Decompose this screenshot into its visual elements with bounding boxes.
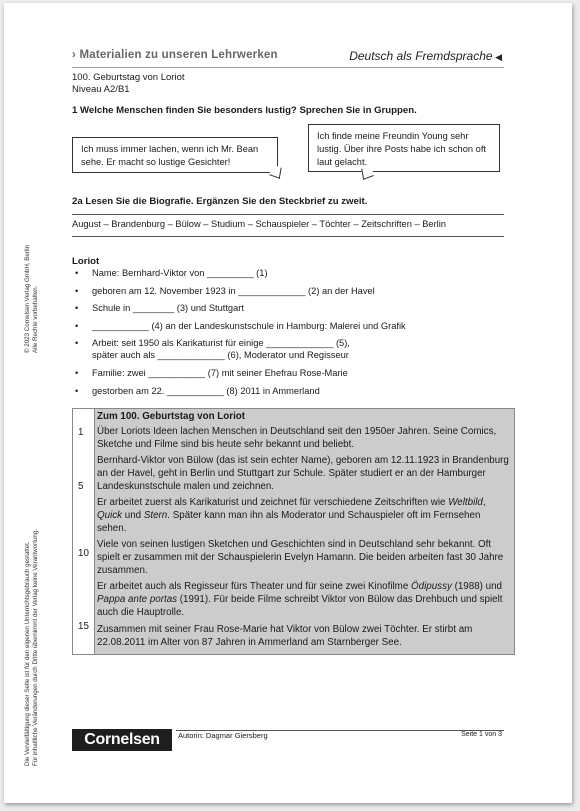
- speech-bubble-right: [308, 124, 500, 172]
- page-number: Seite 1 von 3: [461, 731, 502, 738]
- line-number: 5: [78, 481, 84, 492]
- bullet-icon: •: [75, 268, 79, 278]
- profile-list: [72, 267, 512, 402]
- profile-item: • geboren am 12. November 1923 in _____________ (2) an der Havel: [75, 285, 375, 296]
- line-number: 15: [78, 621, 89, 632]
- wordlist: August – Brandenburg – Bülow – Studium – Schauspieler – Töchter – Zeitschriften – Berlin: [72, 219, 446, 229]
- profile-item: • gestorben am 22. ___________ (8) 2011 in Ammerland: [75, 385, 320, 396]
- profile-item: • Familie: zwei ___________ (7) mit seiner Ehefrau Rose-Marie: [75, 367, 348, 378]
- profile-item: • Arbeit: seit 1950 als Karikaturist für einige _____________ (5), später auch als _____________ (6), Moderator und Regisseur: [75, 338, 350, 361]
- header-divider: [72, 67, 504, 68]
- triangle-left-icon: ◀: [492, 52, 502, 62]
- speech-bubble-right-tail: [361, 165, 373, 180]
- biography-paragraph: Er arbeitet auch als Regisseur fürs Theater und für seine zwei Kinofilme Ödipussy (1988) und Pappa ante portas (1991). Für beide Filme schreibt Viktor von Bülow das Drehbuch und spielt auch die Hauptrolle.: [97, 581, 503, 619]
- biography-paragraph: Viele von seinen lustigen Sketchen und Geschichten sind in Deutschland sehr bekannt. Oft spielt er zusammen mit der Schauspielerin Evelyn Hamann. Die beiden arbeiten fast 30 Jahre zusammen.: [97, 539, 504, 577]
- bullet-icon: •: [75, 303, 79, 314]
- line-number: 1: [78, 427, 84, 438]
- speech-bubble-left-tail: [269, 164, 281, 179]
- profile-item-continuation: später auch als _____________ (6), Moderator und Regisseur: [92, 350, 349, 361]
- side-note-usage: Die Vervielfältigung dieser Seite ist für den eigenen Unterrichtsgebrauch gestattet. Für inhaltliche Veränderungen durch Dritte übernimmt der Verlag keine Verantwortung.: [24, 529, 39, 766]
- wordlist-top-rule: [72, 214, 504, 215]
- side-note-copyright: © 2023 Cornelsen Verlag GmbH, Berlin Alle Rechte vorbehalten.: [24, 244, 39, 353]
- bullet-icon: •: [75, 320, 79, 331]
- task-2a-heading: 2a Lesen Sie die Biografie. Ergänzen Sie den Steckbrief zu zweit.: [72, 196, 368, 207]
- cornelsen-logo: Cornelsen: [72, 729, 172, 751]
- bullet-icon: •: [75, 338, 79, 349]
- biography-title: Zum 100. Geburtstag von Loriot: [97, 411, 246, 422]
- line-number: 10: [78, 548, 89, 559]
- wordlist-bottom-rule: [72, 236, 504, 237]
- speech-bubble-left-text: Ich muss immer lachen, wenn ich Mr. Bean sehe. Er macht so lustige Gesichter!: [81, 144, 259, 167]
- bullet-icon: •: [75, 367, 79, 378]
- series-title: › Materialien zu unseren Lehrwerken: [72, 49, 278, 61]
- subject-title: Deutsch als Fremdsprache ◀: [349, 49, 502, 63]
- speech-bubble-left: [72, 137, 278, 173]
- bullet-icon: •: [75, 285, 79, 296]
- biography-box: [72, 408, 515, 655]
- biography-paragraph: Über Loriots Ideen lachen Menschen in Deutschland seit den 1950er Jahren. Seine Comics, Sketche und Filme sind bis heute sehr bekannt und beliebt.: [97, 426, 497, 451]
- profile-item: • ___________ (4) an der Landeskunstschule in Hamburg: Malerei und Grafik: [75, 320, 406, 331]
- worksheet-topic: 100. Geburtstag von Loriot: [72, 72, 185, 83]
- task-1-heading: 1 Welche Menschen finden Sie besonders lustig? Sprechen Sie in Gruppen.: [72, 105, 417, 116]
- worksheet-page: [4, 3, 572, 803]
- speech-bubble-right-text: Ich finde meine Freundin Young sehr lustig. Über ihre Posts habe ich schon oft laut gelacht.: [317, 131, 486, 167]
- bullet-icon: •: [75, 385, 79, 396]
- profile-title: Loriot: [72, 256, 100, 267]
- biography-paragraph: Er arbeitet zuerst als Karikaturist und zeichnet für verschiedene Zeitschriften wie Weltbild, Quick und Stern. Später kann man ihn als Moderator und Schauspieler oft im Fernsehen sehen.: [97, 497, 486, 535]
- worksheet-level: Niveau A2/B1: [72, 84, 130, 95]
- profile-item: • Name: Bernhard-Viktor von _________ (1): [75, 268, 268, 278]
- line-number-column: [73, 409, 95, 654]
- author-credit: Autorin: Dagmar Giersberg: [178, 731, 268, 740]
- profile-item: • Schule in ________ (3) und Stuttgart: [75, 303, 244, 314]
- chevron-right-icon: ›: [72, 49, 80, 61]
- biography-paragraph: Bernhard-Viktor von Bülow (das ist sein echter Name), geboren am 12.11.1923 in Brandenburg an der Havel, geht in Berlin und Stuttgart zur Schule. Später studiert er an der Hamburger Landeskunstschule malen und zeichnen.: [97, 455, 509, 493]
- biography-paragraph: Zusammen mit seiner Frau Rose-Marie hat Viktor von Bülow zwei Töchter. Er stirbt am 22.08.2011 im Alter von 87 Jahren in Ammerland am Starnberger See.: [97, 624, 473, 649]
